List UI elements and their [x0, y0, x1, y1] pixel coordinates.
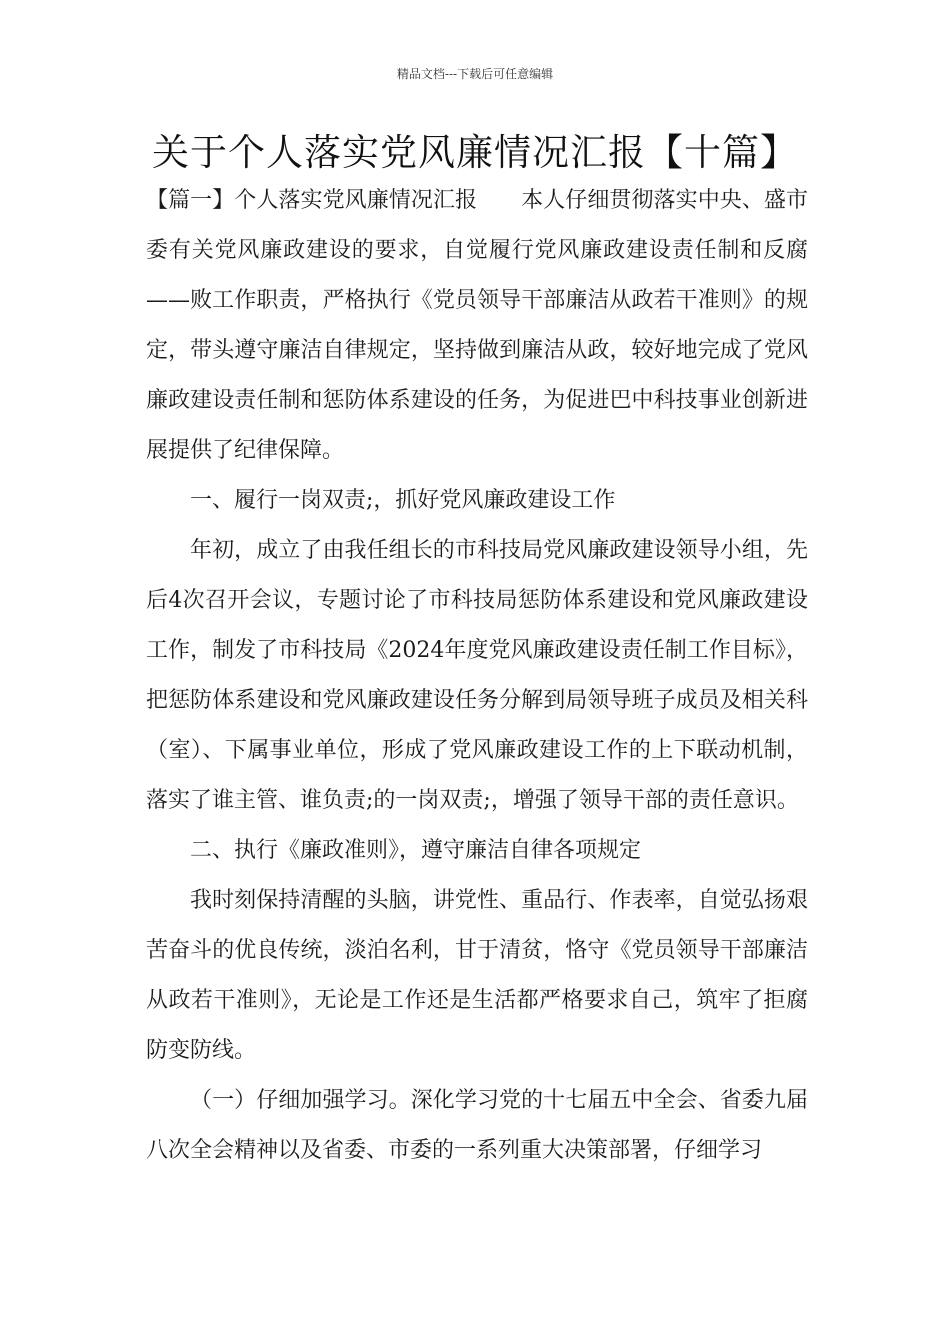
subsection-paragraph: （一）仔细加强学习。深化学习党的十七届五中全会、省委九届八次全会精神以及省委、市委的一系列重大决策部署，仔细学习 [146, 1088, 808, 1163]
intro-text: 本人仔细贯彻落实中央、盛市委有关党风廉政建设的要求，自觉履行党风廉政建设责任制和反腐——败工作职责，严格执行《党员领导干部廉洁从政若干准则》的规定，带头遵守廉洁自律规定，坚持做到廉洁从政，较好地完成了党风廉政建设责任制和惩防体系建设的任务，为促进巴中科技事业创新进展提供了纪律保障。 [146, 188, 808, 463]
chapter-heading: 【篇一】个人落实党风廉情况汇报 [146, 188, 478, 213]
page-header: 精品文档---下载后可任意编辑 [396, 67, 554, 81]
document-body [146, 176, 808, 1176]
section-paragraph: 我时刻保持清醒的头脑，讲党性、重品行、作表率，自觉弘扬艰苦奋斗的优良传统，淡泊名利，甘于清贫，恪守《党员领导干部廉洁从政若干准则》，无论是工作还是生活都严格要求自己，筑牢了拒腐防变防线。 [146, 888, 808, 1063]
section-heading: 二、执行《廉政准则》，遵守廉洁自律各项规定 [190, 838, 642, 863]
document-title: 关于个人落实党风廉情况汇报【十篇】 [152, 131, 798, 174]
section-heading: 一、履行一岗双责;，抓好党风廉政建设工作 [190, 488, 616, 513]
intro-paragraph [146, 176, 808, 476]
section-paragraph: 年初，成立了由我任组长的市科技局党风廉政建设领导小组，先后4次召开会议，专题讨论了市科技局惩防体系建设和党风廉政建设工作，制发了市科技局《2024年度党风廉政建设责任制工作目标》，把惩防体系建设和党风廉政建设任务分解到局领导班子成员及相关科（室）、下属事业单位，形成了党风廉政建设工作的上下联动机制，落实了谁主管、谁负责;的一岗双责;，增强了领导干部的责任意识。 [146, 538, 808, 813]
